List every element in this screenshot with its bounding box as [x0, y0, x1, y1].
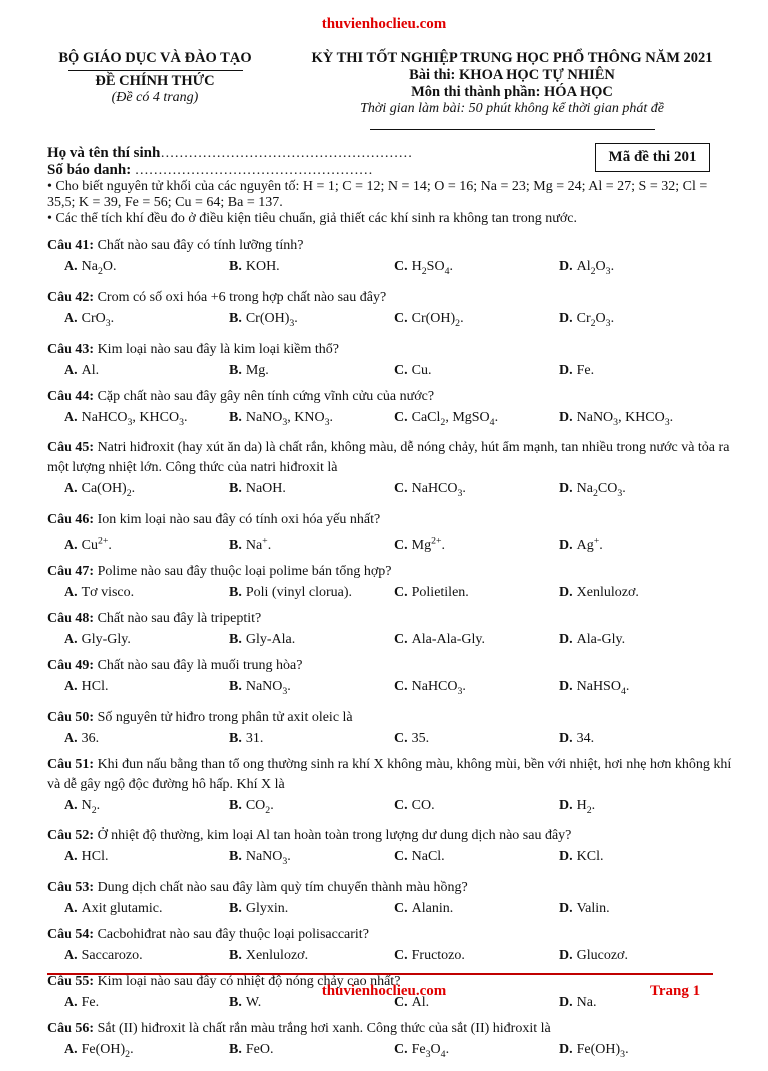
option-letter: C.: [394, 631, 408, 647]
option-letter: A.: [64, 678, 78, 694]
answer-option: [47, 256, 212, 283]
option-letter: B.: [229, 259, 242, 274]
answer-option: [377, 360, 542, 382]
answer-option: [542, 360, 707, 382]
option-letter: A.: [64, 362, 78, 378]
page-num: 1: [692, 983, 701, 999]
option-text: $H_2$.: [576, 797, 596, 816]
option-text: Valin.: [576, 901, 610, 917]
option-text: $H_2SO_4$.: [411, 259, 453, 277]
answer-option: [212, 256, 377, 283]
answer-options: [47, 728, 737, 750]
option-letter: D.: [559, 631, 573, 647]
question-number: Câu 55:: [47, 974, 95, 990]
option-letter: D.: [559, 995, 573, 1011]
question-item: [47, 656, 737, 703]
option-text: 34.: [576, 730, 595, 746]
question-number: Câu 50:: [47, 709, 95, 725]
option-letter: B.: [229, 584, 242, 600]
answer-option: [212, 945, 377, 967]
answer-options: [47, 478, 737, 505]
question-text: Dung dịch chất nào sau đây làm quỳ tím chuyển thành màu hồng?: [94, 880, 468, 896]
option-text: $CO_2$.: [245, 797, 274, 816]
option-text: Gly-Ala.: [245, 631, 296, 647]
answer-option: [47, 360, 212, 382]
answer-option: [47, 530, 212, 557]
option-text: Al.: [411, 995, 430, 1011]
option-letter: B.: [229, 310, 242, 326]
answer-options: [47, 846, 737, 873]
answer-option: [47, 728, 212, 750]
question-item: [47, 878, 737, 920]
question-number: Câu 44:: [47, 388, 95, 404]
option-text: $Al_2O_3$.: [576, 259, 615, 277]
footer-site-link[interactable]: thuvienhoclieu.com: [321, 983, 447, 999]
option-text: $N_2$.: [81, 797, 101, 816]
id-dots: ……………………………………………: [131, 163, 373, 178]
answer-option: [542, 256, 707, 283]
option-text: $Fe(OH)_2$.: [81, 1042, 134, 1061]
site-header-link[interactable]: thuvienhoclieu.com: [321, 16, 447, 32]
answer-option: [212, 1039, 377, 1066]
option-letter: A.: [64, 631, 78, 647]
answer-option: [377, 530, 542, 557]
option-text: Ala-Gly.: [576, 631, 626, 647]
answer-option: [47, 1039, 212, 1066]
question-stem: [47, 340, 737, 360]
answer-option: [542, 945, 707, 967]
option-text: Xenlulozơ.: [576, 584, 639, 600]
option-text: $Cr(OH)_2$.: [411, 310, 464, 329]
question-number: Câu 52:: [47, 828, 95, 844]
option-text: NaNO$_3$, $KNO_3$.: [245, 409, 334, 428]
option-text: Fructozo.: [411, 948, 465, 964]
answer-option: [212, 846, 377, 873]
option-text: Na+.: [245, 535, 272, 553]
question-stem: [47, 387, 737, 407]
candidate-info: [47, 145, 737, 227]
answer-option: [377, 898, 542, 920]
option-letter: D.: [559, 901, 573, 917]
option-text: NaHSO$_4$.: [576, 678, 630, 697]
option-letter: D.: [559, 310, 573, 326]
option-text: Saccarozo.: [81, 948, 143, 964]
question-stem: [47, 755, 737, 795]
answer-option: [47, 846, 212, 873]
answer-options: [47, 582, 737, 604]
question-text: Cacbohiđrat nào sau đây thuộc loại polisaccarit?: [94, 927, 369, 943]
question-text: Chất nào sau đây có tính lưỡng tính?: [94, 238, 304, 253]
answer-options: [47, 530, 737, 557]
question-list: [47, 236, 737, 1071]
option-text: FeO.: [245, 1042, 274, 1058]
answer-option: [542, 629, 707, 651]
answer-option: [542, 530, 707, 557]
footer-divider: [47, 973, 713, 975]
option-letter: C.: [394, 995, 408, 1011]
answer-option: [542, 795, 707, 822]
option-text: Alanin.: [411, 901, 454, 917]
option-letter: C.: [394, 584, 408, 600]
option-letter: C.: [394, 537, 408, 553]
question-stem: [47, 656, 737, 676]
option-letter: D.: [559, 797, 573, 813]
question-number: Câu 43:: [47, 341, 95, 357]
answer-option: [542, 582, 707, 604]
question-item: [47, 340, 737, 382]
option-letter: C.: [394, 409, 408, 425]
question-item: [47, 236, 737, 283]
option-text: Gly-Gly.: [81, 631, 131, 647]
question-text: Cặp chất nào sau đây gây nên tính cứng vĩnh cửu của nước?: [94, 388, 435, 404]
option-letter: D.: [559, 584, 573, 600]
option-letter: B.: [229, 995, 242, 1011]
option-text: Axit glutamic.: [81, 901, 163, 917]
option-letter: D.: [559, 259, 573, 274]
option-text: 31.: [245, 730, 264, 746]
answer-option: [47, 629, 212, 651]
answer-option: [377, 728, 542, 750]
question-stem: [47, 609, 737, 629]
question-text: Ở nhiệt độ thường, kim loại Al tan hoàn toàn trong lượng dư dung dịch nào sau đây?: [94, 828, 572, 844]
option-letter: A.: [64, 797, 78, 813]
option-text: Ala-Ala-Gly.: [411, 631, 485, 647]
option-text: Fe.: [576, 362, 595, 378]
question-stem: [47, 288, 737, 308]
option-text: $Fe(OH)_3$.: [576, 1042, 629, 1061]
option-letter: A.: [64, 1042, 78, 1058]
option-letter: A.: [64, 481, 78, 497]
answer-option: [542, 407, 707, 434]
option-letter: D.: [559, 948, 573, 964]
question-text: Khi đun nấu bằng than tổ ong thường sinh ra khí X không màu, không mùi, bền với nhiệt, hơi nhẹ hơn không khí và dễ gây ngộ độc đường hô hấp. Khí X là: [47, 756, 732, 792]
answer-options: [47, 795, 737, 822]
option-text: Glyxin.: [245, 901, 289, 917]
answer-option: [542, 898, 707, 920]
question-stem: [47, 826, 737, 846]
option-letter: A.: [64, 995, 78, 1011]
option-letter: C.: [394, 730, 408, 746]
ministry-underline: [68, 70, 243, 71]
ministry-header: [48, 50, 262, 106]
question-stem: [47, 438, 737, 478]
question-number: Câu 51:: [47, 756, 95, 772]
option-text: CrO$_3$.: [81, 310, 115, 329]
option-text: $Cr(OH)_3$.: [245, 310, 298, 329]
option-letter: D.: [559, 730, 573, 746]
question-text: Sắt (II) hiđroxit là chất rắn màu trắng hơi xanh. Công thức của sắt (II) hiđroxit là: [94, 1021, 551, 1037]
option-text: NaNO$_3$, $KHCO_3$.: [576, 409, 674, 428]
answer-option: [212, 629, 377, 651]
answer-option: [47, 582, 212, 604]
answer-option: [377, 795, 542, 822]
option-letter: B.: [229, 362, 242, 378]
answer-option: [47, 478, 212, 505]
option-letter: A.: [64, 310, 78, 326]
answer-option: [377, 629, 542, 651]
option-letter: D.: [559, 362, 573, 378]
option-text: Tơ visco.: [81, 584, 135, 600]
answer-option: [212, 360, 377, 382]
option-letter: C.: [394, 259, 408, 274]
question-number: Câu 41:: [47, 238, 95, 253]
option-letter: D.: [559, 481, 573, 497]
option-letter: A.: [64, 948, 78, 964]
answer-options: [47, 629, 737, 651]
option-text: Poli (vinyl clorua).: [245, 584, 352, 600]
option-text: NaOH.: [245, 481, 286, 497]
answer-option: [377, 676, 542, 703]
option-text: 36.: [81, 730, 100, 746]
page-label: Trang: [650, 983, 689, 999]
exam-underline: [370, 129, 655, 130]
answer-option: [47, 898, 212, 920]
option-letter: B.: [229, 901, 242, 917]
answer-option: [377, 407, 542, 434]
answer-option: [377, 846, 542, 873]
option-text: Na.: [576, 995, 597, 1011]
option-letter: C.: [394, 849, 408, 865]
answer-option: [212, 478, 377, 505]
answer-options: [47, 898, 737, 920]
option-text: NaCl.: [411, 849, 445, 865]
question-text: Chất nào sau đây là tripeptit?: [94, 610, 262, 626]
option-text: NaHCO$_3$.: [411, 481, 466, 500]
option-letter: D.: [559, 537, 573, 553]
option-letter: D.: [559, 1042, 573, 1058]
option-text: $Cr_2O_3$.: [576, 310, 615, 329]
atomic-mass-note: • Cho biết nguyên tử khối của các nguyên tố: H = 1; C = 12; N = 14; O = 16; Na = 23; Mg = 24; Al = 27; S = 32; Cl = 35,5; K = 39, Fe = 56; Cu = 64; Ba = 137.: [47, 179, 708, 210]
question-item: [47, 562, 737, 604]
answer-option: [377, 308, 542, 335]
exam-paper: Bài thi: KHOA HỌC TỰ NHIÊN: [409, 67, 615, 83]
option-letter: B.: [229, 631, 242, 647]
question-number: Câu 56:: [47, 1021, 95, 1037]
exam-time: Thời gian làm bài: 50 phút không kể thời gian phát đề: [360, 101, 664, 116]
answer-option: [377, 1039, 542, 1066]
option-letter: C.: [394, 481, 408, 497]
option-text: $Na_2O$.: [81, 259, 117, 277]
exam-header: [292, 50, 732, 130]
question-number: Câu 46:: [47, 512, 95, 528]
answer-options: [47, 308, 737, 335]
answer-options: [47, 945, 737, 967]
question-number: Câu 54:: [47, 927, 95, 943]
option-letter: C.: [394, 678, 408, 694]
option-letter: A.: [64, 259, 78, 274]
answer-option: [377, 945, 542, 967]
option-letter: C.: [394, 362, 408, 378]
option-letter: C.: [394, 310, 408, 326]
answer-option: [47, 308, 212, 335]
question-text: Chất nào sau đây là muối trung hòa?: [94, 657, 303, 673]
answer-option: [377, 478, 542, 505]
option-text: $Ca(OH)_2$.: [81, 481, 136, 500]
option-text: 35.: [411, 730, 430, 746]
answer-option: [47, 945, 212, 967]
question-number: Câu 49:: [47, 657, 95, 673]
option-letter: A.: [64, 730, 78, 746]
question-item: [47, 755, 737, 822]
option-letter: B.: [229, 797, 242, 813]
option-letter: D.: [559, 678, 573, 694]
question-stem: [47, 878, 737, 898]
question-text: Số nguyên tử hiđro trong phân tử axit oleic là: [94, 709, 353, 725]
option-text: HCl.: [81, 678, 109, 694]
option-text: Cu.: [411, 362, 432, 378]
answer-option: [47, 407, 212, 434]
answer-option: [212, 898, 377, 920]
answer-option: [47, 795, 212, 822]
question-item: [47, 609, 737, 651]
option-letter: D.: [559, 409, 573, 425]
question-text: Kim loại nào sau đây là kim loại kiềm thổ?: [94, 341, 340, 357]
option-text: HCl.: [81, 849, 109, 865]
question-number: Câu 47:: [47, 563, 95, 579]
option-text: NaNO$_3$.: [245, 678, 291, 697]
answer-option: [542, 676, 707, 703]
answer-option: [377, 582, 542, 604]
answer-options: [47, 407, 737, 434]
gas-volume-note: • Các thể tích khí đều đo ở điều kiện tiêu chuẩn, giả thiết các khí sinh ra không tan trong nước.: [47, 211, 577, 226]
option-letter: C.: [394, 901, 408, 917]
question-stem: [47, 562, 737, 582]
option-text: CaCl$_2$, MgSO$_4$.: [411, 409, 499, 428]
option-letter: C.: [394, 797, 408, 813]
answer-options: [47, 1039, 737, 1066]
option-letter: C.: [394, 948, 408, 964]
ministry-name: BỘ GIÁO DỤC VÀ ĐÀO TẠO: [58, 50, 252, 66]
option-text: $Cu^{2+}$.: [81, 535, 112, 553]
question-number: Câu 53:: [47, 880, 95, 896]
exam-subject: Môn thi thành phần: HÓA HỌC: [411, 84, 613, 100]
option-text: Glucozơ.: [576, 948, 628, 964]
question-number: Câu 45:: [47, 440, 95, 456]
name-dots: ………………………………………………: [160, 146, 413, 161]
question-text: Polime nào sau đây thuộc loại polime bán tổng hợp?: [94, 563, 392, 579]
answer-option: [212, 795, 377, 822]
question-item: [47, 925, 737, 967]
option-letter: A.: [64, 901, 78, 917]
answer-option: [542, 1039, 707, 1066]
option-letter: A.: [64, 584, 78, 600]
answer-option: [542, 728, 707, 750]
answer-option: [212, 407, 377, 434]
option-letter: B.: [229, 409, 242, 425]
option-letter: C.: [394, 1042, 408, 1058]
option-text: $Fe_3O_4$.: [411, 1042, 450, 1061]
id-label: Số báo danh:: [47, 162, 132, 178]
option-letter: B.: [229, 678, 242, 694]
option-letter: B.: [229, 948, 242, 964]
option-letter: B.: [229, 849, 242, 865]
option-text: KOH.: [245, 259, 280, 274]
answer-option: [212, 676, 377, 703]
page-number: [650, 983, 700, 1000]
option-text: Polietilen.: [411, 584, 469, 600]
answer-options: [47, 256, 737, 283]
question-item: [47, 288, 737, 335]
answer-option: [212, 582, 377, 604]
question-item: [47, 1019, 737, 1066]
question-stem: [47, 925, 737, 945]
option-text: W.: [245, 995, 262, 1011]
option-letter: D.: [559, 849, 573, 865]
page-count: (Đề có 4 trang): [111, 90, 199, 105]
answer-options: [47, 676, 737, 703]
question-stem: [47, 510, 737, 530]
option-text: NaHCO$_3$, $KHCO_3$.: [81, 409, 188, 428]
option-letter: B.: [229, 537, 242, 553]
question-stem: [47, 236, 737, 256]
answer-option: [212, 728, 377, 750]
option-text: Al.: [81, 362, 100, 378]
answer-option: [212, 530, 377, 557]
option-text: Fe.: [81, 995, 100, 1011]
question-text: Natri hiđroxit (hay xút ăn da) là chất rắn, không màu, dễ nóng chảy, hút ẩm mạnh, tan nhiều trong nước và tỏa ra một lượng nhiệt lớn. Công thức của natri hiđroxit là: [47, 440, 730, 476]
option-letter: B.: [229, 730, 242, 746]
question-item: [47, 708, 737, 750]
question-item: [47, 438, 737, 505]
option-text: KCl.: [576, 849, 604, 865]
option-letter: B.: [229, 481, 242, 497]
answer-option: [377, 256, 542, 283]
question-item: [47, 510, 737, 557]
official-label: ĐỀ CHÍNH THỨC: [95, 73, 215, 89]
option-letter: A.: [64, 409, 78, 425]
question-item: [47, 387, 737, 434]
option-text: $Mg^{2+}$.: [411, 535, 446, 553]
question-item: [47, 826, 737, 873]
answer-option: [542, 846, 707, 873]
answer-option: [47, 676, 212, 703]
question-text: Kim loại nào sau đây có nhiệt độ nóng chảy cao nhất?: [94, 974, 401, 990]
question-text: Ion kim loại nào sau đây có tính oxi hóa yếu nhất?: [94, 512, 381, 528]
question-number: Câu 42:: [47, 289, 95, 305]
option-text: Ag+.: [576, 535, 603, 553]
option-text: CO.: [411, 797, 435, 813]
question-stem: [47, 708, 737, 728]
option-text: NaNO$_3$.: [245, 849, 291, 868]
answer-option: [542, 308, 707, 335]
option-text: Mg.: [245, 362, 269, 378]
option-letter: A.: [64, 849, 78, 865]
option-letter: B.: [229, 1042, 242, 1058]
answer-option: [542, 478, 707, 505]
option-text: Xenlulozơ.: [245, 948, 309, 964]
exam-title: KỲ THI TỐT NGHIỆP TRUNG HỌC PHỔ THÔNG NĂM 2021: [311, 50, 713, 66]
answer-option: [212, 308, 377, 335]
option-letter: A.: [64, 537, 78, 553]
question-stem: [47, 1019, 737, 1039]
name-label: Họ và tên thí sinh: [47, 145, 161, 161]
question-text: Crom có số oxi hóa +6 trong hợp chất nào sau đây?: [94, 289, 387, 305]
question-number: Câu 48:: [47, 610, 95, 626]
option-text: NaHCO$_3$.: [411, 678, 466, 697]
answer-options: [47, 360, 737, 382]
option-text: $Na_2CO_3$.: [576, 481, 626, 500]
exam-code-box: Mã đề thi 201: [595, 143, 710, 172]
